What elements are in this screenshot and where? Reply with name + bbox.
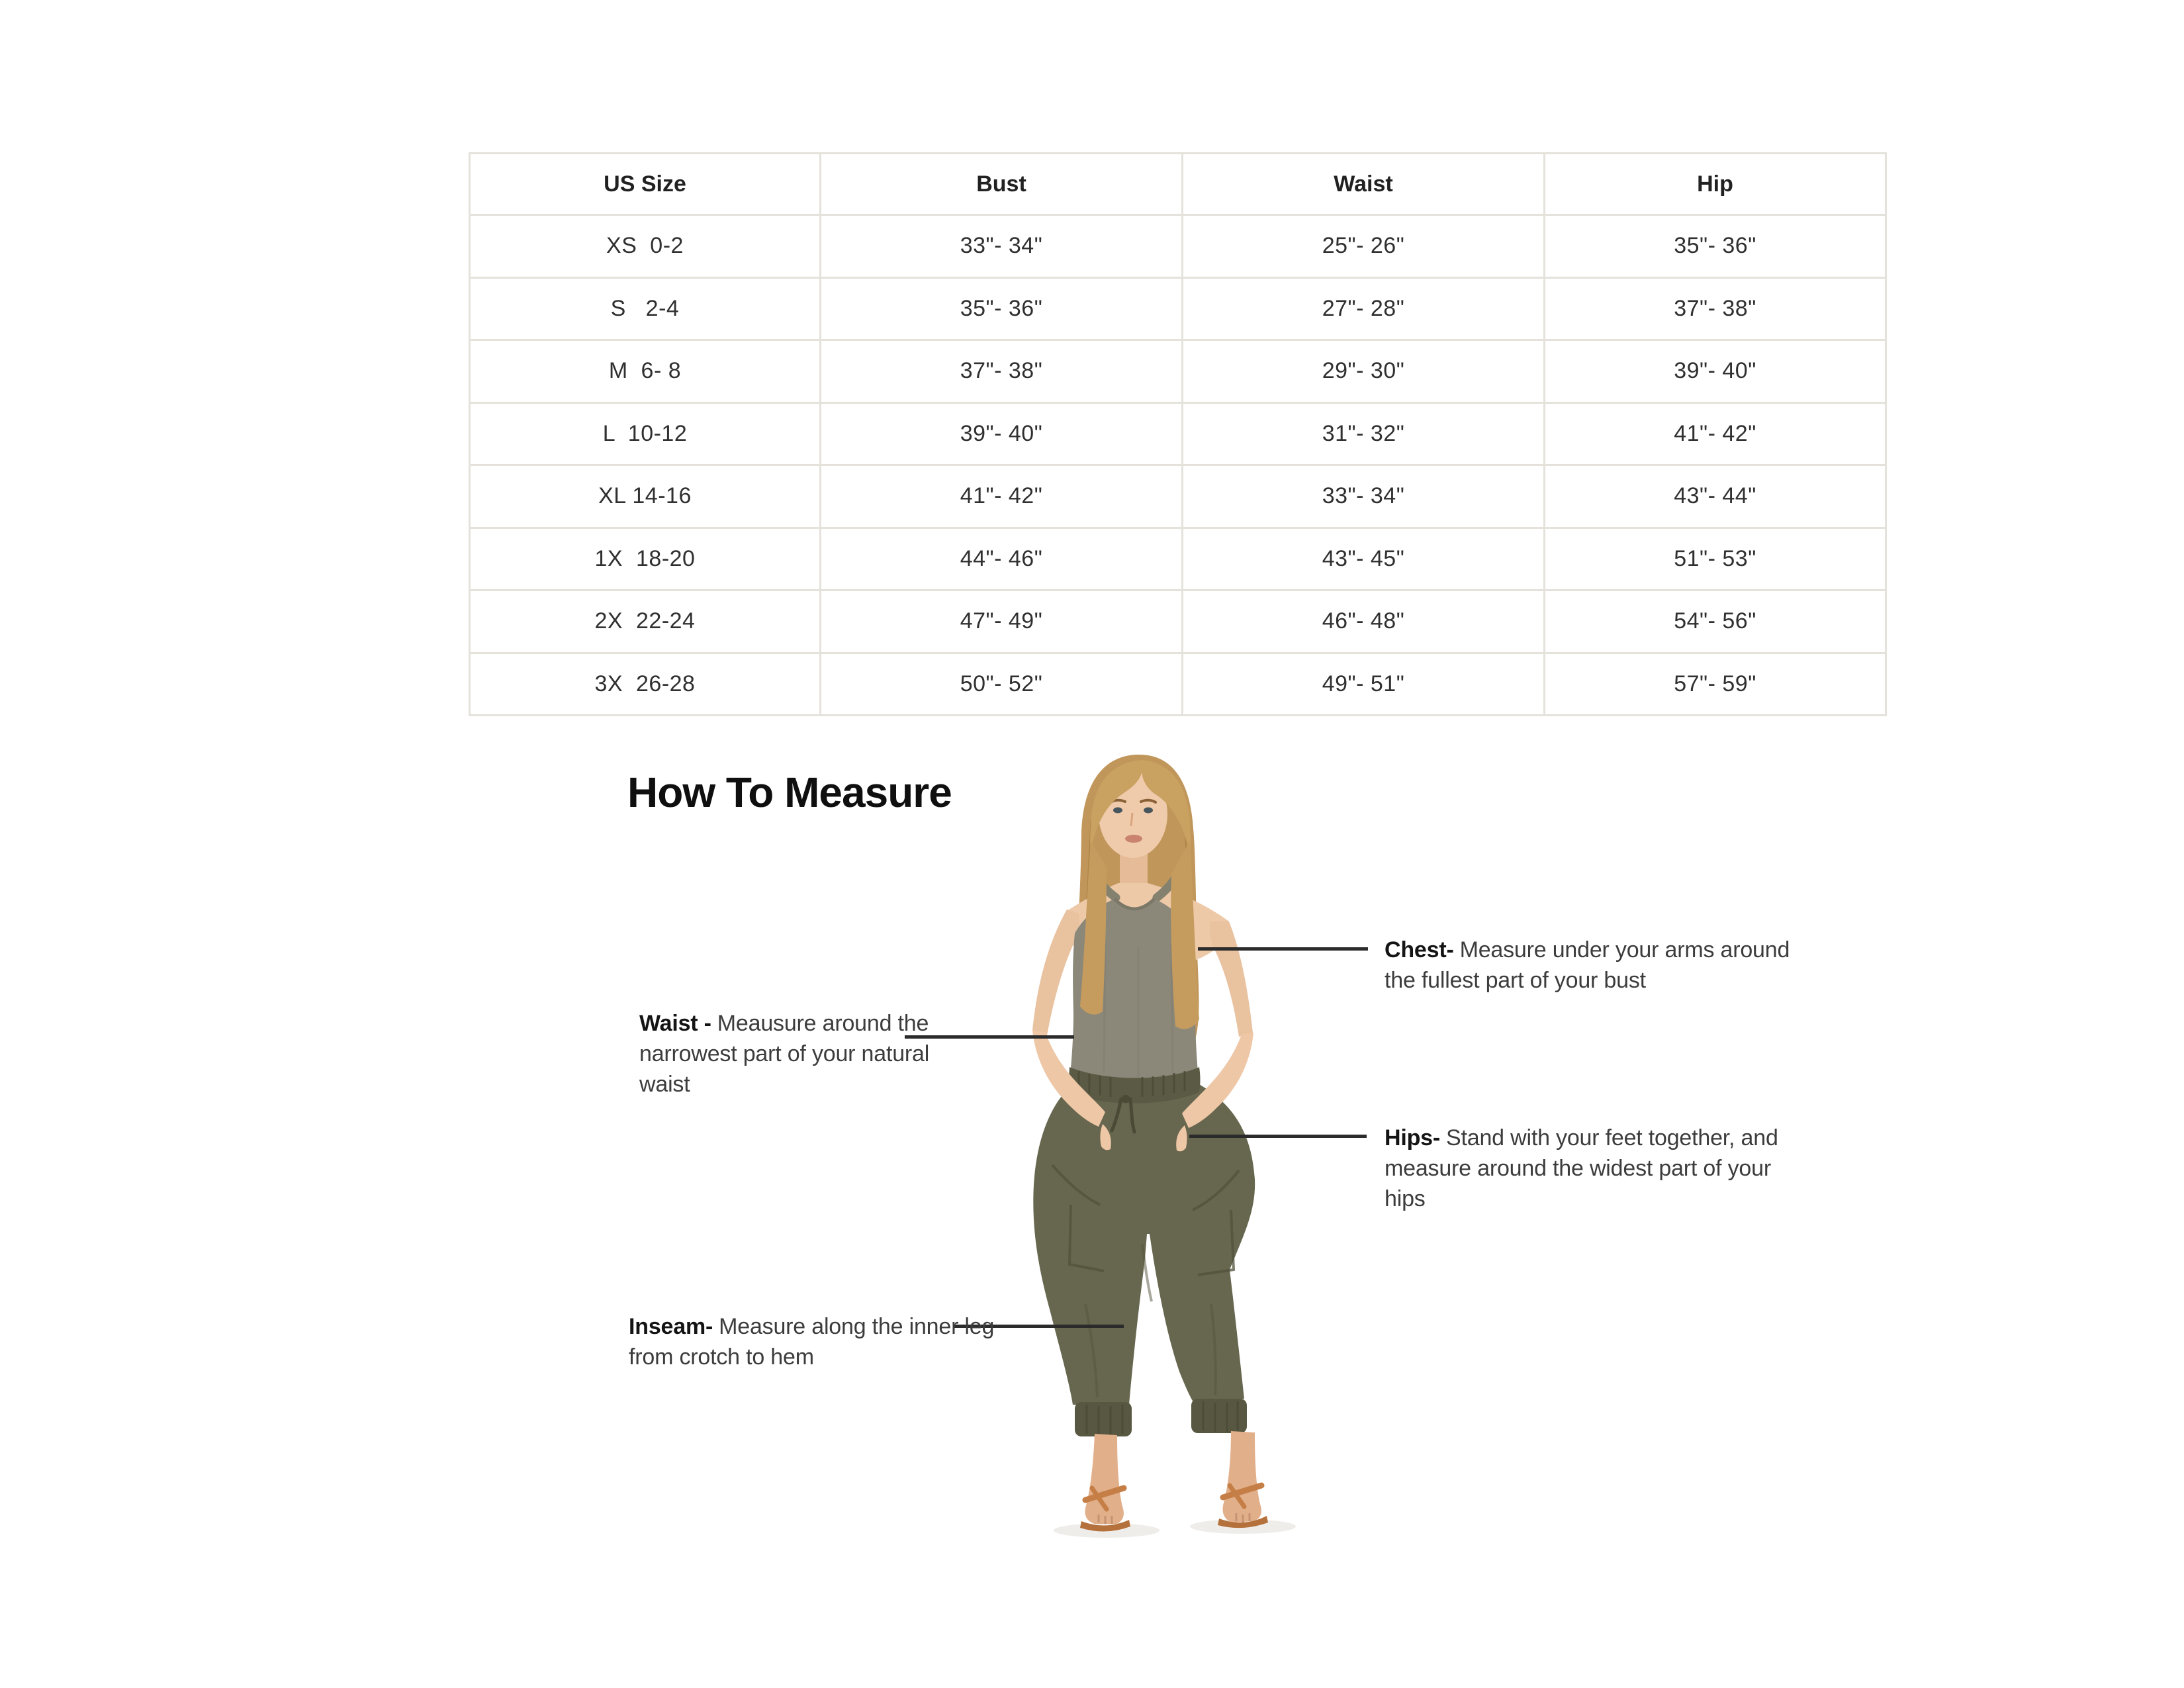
table-cell-waist: 43"- 45" — [1183, 528, 1545, 590]
table-cell-bust: 47"- 49" — [821, 590, 1183, 653]
table-cell-hip: 57"- 59" — [1545, 653, 1886, 716]
table-cell-waist: 29"- 30" — [1183, 340, 1545, 403]
table-cell-size: L 10-12 — [470, 402, 821, 465]
table-row — [470, 528, 1886, 590]
size-chart-table — [469, 152, 1887, 716]
waist-note — [639, 1008, 937, 1100]
table-cell-waist: 25"- 26" — [1183, 215, 1545, 278]
inseam-note-label: Inseam- — [629, 1314, 713, 1339]
table-cell-bust: 39"- 40" — [821, 402, 1183, 465]
column-header-us-size: US Size — [470, 154, 821, 215]
table-row — [470, 653, 1886, 716]
model-upper-arm-right — [1210, 921, 1253, 1037]
chest-note-text: Measure under your arms around the fullest part of your bust — [1385, 937, 1790, 993]
table-cell-hip: 43"- 44" — [1545, 465, 1886, 528]
table-cell-waist: 31"- 32" — [1183, 402, 1545, 465]
table-cell-waist: 27"- 28" — [1183, 277, 1545, 340]
waist-note-label: Waist - — [639, 1011, 711, 1036]
table-cell-hip: 51"- 53" — [1545, 528, 1886, 590]
how-to-measure-heading: How To Measure — [627, 769, 952, 816]
hips-callout-line — [1189, 1135, 1367, 1138]
table-cell-bust: 35"- 36" — [821, 277, 1183, 340]
table-cell-size: XS 0-2 — [470, 215, 821, 278]
table-cell-waist: 33"- 34" — [1183, 465, 1545, 528]
table-cell-hip: 54"- 56" — [1545, 590, 1886, 653]
hips-note-text: Stand with your feet together, and measure around the widest part of your hips — [1385, 1125, 1778, 1211]
hips-note — [1385, 1123, 1782, 1214]
table-cell-size: 2X 22-24 — [470, 590, 821, 653]
table-cell-waist: 46"- 48" — [1183, 590, 1545, 653]
table-cell-bust: 50"- 52" — [821, 653, 1183, 716]
chest-note — [1385, 935, 1808, 996]
table-row — [470, 277, 1886, 340]
model-illustration — [1006, 741, 1337, 1546]
column-header-bust: Bust — [821, 154, 1183, 215]
table-cell-bust: 44"- 46" — [821, 528, 1183, 590]
table-cell-hip: 37"- 38" — [1545, 277, 1886, 340]
model-figure — [1006, 741, 1337, 1546]
waist-note-text: Meausure around the narrowest part of your natural waist — [639, 1011, 930, 1097]
inseam-note-text: Measure along the inner leg from crotch to hem — [629, 1314, 995, 1370]
column-header-hip: Hip — [1545, 154, 1886, 215]
table-row — [470, 215, 1886, 278]
model-upper-arm-left — [1032, 910, 1079, 1035]
column-header-waist: Waist — [1183, 154, 1545, 215]
table-cell-size: 1X 18-20 — [470, 528, 821, 590]
chest-note-label: Chest- — [1385, 937, 1454, 962]
table-cell-bust: 33"- 34" — [821, 215, 1183, 278]
table-cell-size: M 6- 8 — [470, 340, 821, 403]
table-cell-size: S 2-4 — [470, 277, 821, 340]
table-row — [470, 402, 1886, 465]
table-row — [470, 590, 1886, 653]
model-feet-sandals — [1080, 1431, 1268, 1532]
table-header-row — [470, 154, 1886, 215]
table-cell-waist: 49"- 51" — [1183, 653, 1545, 716]
hips-note-label: Hips- — [1385, 1125, 1441, 1150]
model-pants — [1033, 1067, 1255, 1436]
inseam-note — [629, 1311, 999, 1372]
table-row — [470, 340, 1886, 403]
table-cell-hip: 35"- 36" — [1545, 215, 1886, 278]
chest-callout-line — [1198, 947, 1368, 951]
table-cell-hip: 41"- 42" — [1545, 402, 1886, 465]
table-cell-hip: 39"- 40" — [1545, 340, 1886, 403]
table-row — [470, 465, 1886, 528]
table-cell-bust: 37"- 38" — [821, 340, 1183, 403]
table-cell-size: XL 14-16 — [470, 465, 821, 528]
table-cell-size: 3X 26-28 — [470, 653, 821, 716]
table-cell-bust: 41"- 42" — [821, 465, 1183, 528]
